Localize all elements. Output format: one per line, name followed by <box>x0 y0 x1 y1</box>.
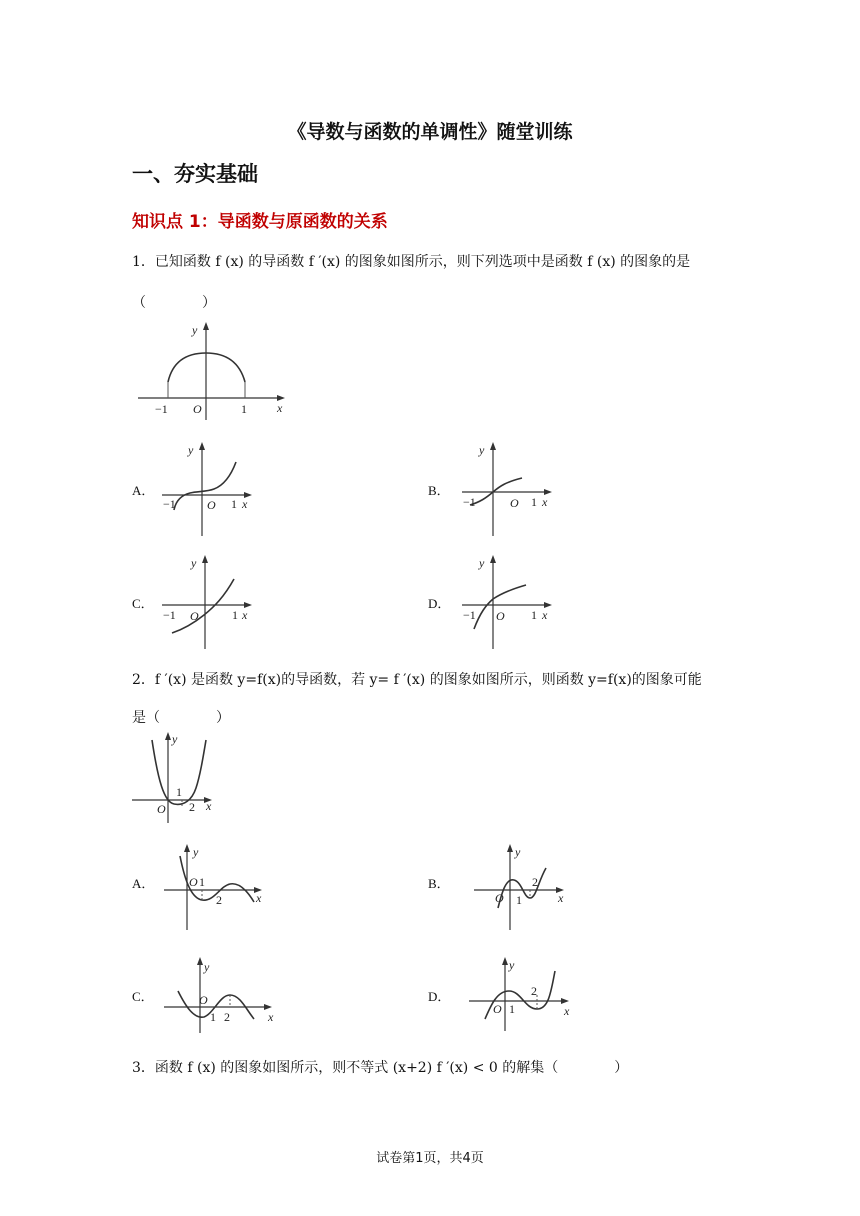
q1-option-b-label: B． <box>428 483 450 498</box>
q2b-one-label: 1 <box>516 893 522 907</box>
q2-one-label: 1 <box>176 785 182 799</box>
section-heading: 一、夯实基础 <box>132 162 258 186</box>
q1c-y-label: y <box>191 556 197 570</box>
q2-option-a-graph[interactable] <box>160 842 270 932</box>
q1b-y-label: y <box>479 443 485 457</box>
q1a-one-label: 1 <box>231 497 237 511</box>
q2c-one-label: 1 <box>210 1010 216 1024</box>
q1b-x-label: x <box>542 495 548 509</box>
q1-option-b-graph[interactable] <box>460 440 560 538</box>
q1-option-c-graph[interactable] <box>160 553 260 651</box>
q2b-x-label: x <box>558 891 564 905</box>
q2d-one-label: 1 <box>509 1002 515 1016</box>
q2b-origin-label: O <box>495 891 504 905</box>
q2-option-d-label: D． <box>428 989 451 1004</box>
q2-two-label: 2 <box>189 800 195 814</box>
q2c-x-label: x <box>268 1010 274 1024</box>
q1-derivative-graph <box>133 320 293 420</box>
q1b-neg1-label: −1 <box>463 495 476 509</box>
q1-one-label: 1 <box>241 402 247 416</box>
q2b-y-label: y <box>515 845 521 859</box>
q1-option-c-label: C． <box>132 596 154 611</box>
document-title: 《导数与函数的单调性》随堂训练 <box>287 121 573 143</box>
q1-option-d-label: D． <box>428 596 451 611</box>
q2-option-b-label: B． <box>428 876 450 891</box>
q2-option-d-graph[interactable] <box>465 955 585 1035</box>
q2d-y-label: y <box>509 958 515 972</box>
q1c-origin-label: O <box>190 609 199 623</box>
q1c-one-label: 1 <box>232 608 238 622</box>
q1-x-label: x <box>277 401 283 415</box>
q1d-y-label: y <box>479 556 485 570</box>
q2a-two-label: 2 <box>216 893 222 907</box>
q1c-x-label: x <box>242 608 248 622</box>
subsection-heading: 知识点 1：导函数与原函数的关系 <box>132 212 388 232</box>
q2-option-c-graph[interactable] <box>160 955 280 1035</box>
q1-neg1-label: −1 <box>155 402 168 416</box>
q2a-x-label: x <box>256 891 262 905</box>
q1-origin-label: O <box>193 402 202 416</box>
q1a-neg1-label: −1 <box>163 497 176 511</box>
q2d-two-label: 2 <box>531 984 537 998</box>
q1-option-a-label: A． <box>132 483 155 498</box>
q1a-x-label: x <box>242 497 248 511</box>
q2a-origin-label: O <box>189 875 198 889</box>
q2-origin-label: O <box>157 802 166 816</box>
q1a-origin-label: O <box>207 498 216 512</box>
q1d-one-label: 1 <box>531 608 537 622</box>
q2-option-c-label: C． <box>132 989 154 1004</box>
q2c-origin-label: O <box>199 993 208 1007</box>
q1-option-a-graph[interactable] <box>160 440 260 538</box>
q2b-two-label: 2 <box>532 875 538 889</box>
q2-option-b-graph[interactable] <box>470 842 580 932</box>
q2-derivative-graph <box>130 730 225 825</box>
q2-option-a-label: A． <box>132 876 155 891</box>
q2c-two-label: 2 <box>224 1010 230 1024</box>
q1b-origin-label: O <box>510 496 519 510</box>
q2d-origin-label: O <box>493 1002 502 1016</box>
question-3-text: 3．函数 f (x) 的图象如图所示，则不等式 (x+2) f ′(x) < 0 的解集（ ） <box>132 1060 629 1076</box>
question-1-text: 1．已知函数 f (x) 的导函数 f ′(x) 的图象如图所示，则下列选项中是函数 f (x) 的图象的是 <box>132 254 691 270</box>
q2a-one-label: 1 <box>199 875 205 889</box>
q2a-y-label: y <box>193 845 199 859</box>
q2-y-label: y <box>172 732 178 746</box>
question-2-bracket: 是（ ） <box>132 710 230 726</box>
q1d-neg1-label: −1 <box>463 608 476 622</box>
q1-option-d-graph[interactable] <box>460 553 560 651</box>
question-1-bracket: （ ） <box>132 295 216 311</box>
q1-y-label: y <box>192 323 198 337</box>
q2c-y-label: y <box>204 960 210 974</box>
q2-x-label: x <box>206 799 212 813</box>
q1c-neg1-label: −1 <box>163 608 176 622</box>
q1a-y-label: y <box>188 443 194 457</box>
q1b-one-label: 1 <box>531 495 537 509</box>
q1d-x-label: x <box>542 608 548 622</box>
q1d-origin-label: O <box>496 609 505 623</box>
page-footer: 试卷第1页，共4页 <box>376 1151 484 1166</box>
q2d-x-label: x <box>564 1004 570 1018</box>
question-2-text: 2．f ′(x) 是函数 y=f(x)的导函数，若 y= f ′(x) 的图象如图所示，则函数 y=f(x)的图象可能 <box>132 672 702 688</box>
